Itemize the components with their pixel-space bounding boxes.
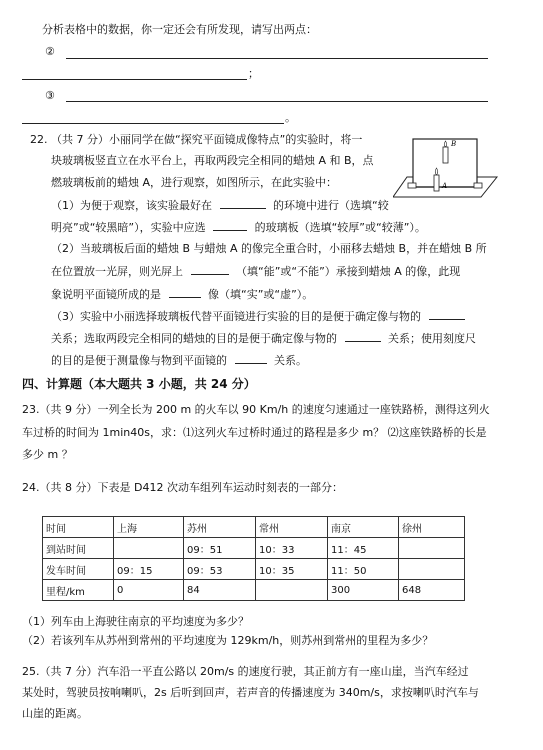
plate-stand-right: [474, 183, 482, 188]
table-cell: 0: [114, 580, 184, 601]
blank-relation-2[interactable]: [345, 330, 381, 342]
timetable: [42, 516, 465, 601]
q24-subquestion-1: （1）列车由上海驶往南京的平均速度为多少？: [22, 615, 249, 628]
blank-environment[interactable]: [220, 197, 266, 209]
label-a: A: [442, 182, 448, 190]
table-cell: 09：53: [184, 559, 256, 580]
q23-line-1: 23.（共 9 分）一列全长为 200 m 的火车以 90 Km/h 的速度匀速通过一座铁路桥，测得这列火: [22, 403, 490, 416]
table-cell: 11：50: [328, 559, 399, 580]
q22-line-1: 22. （共 7 分）小丽同学在做“探究平面镜成像特点”的实验时，将一: [30, 133, 363, 146]
blank-relation-1[interactable]: [429, 308, 465, 320]
q22-line-11b: 关系。: [274, 354, 307, 367]
q22-line-5b: 的玻璃板（选填“较厚”或“较薄”）。: [254, 221, 426, 234]
table-cell: [399, 538, 465, 559]
q25-line-1: 25.（共 7 分）汽车沿一平直公路以 20m/s 的速度行驶，其正前方有一座山崖，当汽车经过: [22, 665, 469, 678]
table-cell: 里程/km: [43, 580, 114, 601]
q22-line-8a: 象说明平面镜所成的是: [51, 288, 161, 301]
q25-line-3: 山崖的距离。: [22, 707, 88, 720]
table-cell: [114, 538, 184, 559]
q22-line-8b: 像（填“实”或“虚”）。: [208, 288, 314, 301]
period: 。: [285, 111, 296, 124]
q22-line-4b: 的环境中进行（选填“较: [273, 199, 389, 212]
table-cell: 300: [328, 580, 399, 601]
table-cell: 上海: [114, 517, 184, 538]
q25-line-2: 某处时，驾驶员按响喇叭，2s 后听到回声，若声音的传播速度为 340m/s，求按喇叭时汽车与: [22, 686, 479, 699]
q24-subquestion-2: （2）若该列车从苏州到常州的平均速度为 129km/h，则苏州到常州的里程为多少？: [22, 634, 434, 647]
table-cell: 发车时间: [43, 559, 114, 580]
table-cell: 10：35: [256, 559, 328, 580]
table-cell: [399, 559, 465, 580]
section-4-title: 四、计算题（本大题共 3 小题，共 24 分）: [22, 377, 256, 391]
answer-line-3b[interactable]: [22, 123, 284, 124]
label-b: B: [451, 140, 457, 148]
answer-line-2b[interactable]: [22, 79, 247, 80]
candle-a: [434, 175, 439, 191]
q22-line-7b: （填“能”或“不能”）承接到蜡烛 A 的像，此现: [236, 265, 461, 278]
blank-relation-3[interactable]: [235, 352, 267, 364]
table-row: [43, 517, 465, 538]
table-row: [43, 559, 465, 580]
q22-line-10b: 关系；使用刻度尺: [388, 332, 476, 345]
table-cell: 南京: [328, 517, 399, 538]
blank-image-type[interactable]: [169, 286, 201, 298]
table-cell: 到站时间: [43, 538, 114, 559]
q23-line-2: 车过桥的时间为 1min40s，求：⑴这列火车过桥时通过的路程是多少 m？ ⑵这座铁路桥的长是: [22, 426, 487, 439]
answer-marker-3: ③: [45, 89, 55, 102]
table-row: [43, 580, 465, 601]
q24-line-1: 24.（共 8 分）下表是 D412 次动车组列车运动时刻表的一部分：: [22, 481, 343, 494]
table-cell: 09：15: [114, 559, 184, 580]
table-cell: 徐州: [399, 517, 465, 538]
q22-line-6: （2）当玻璃板后面的蜡烛 B 与蜡烛 A 的像完全重合时，小丽移去蜡烛 B，并在蜡烛 B 所: [51, 242, 487, 255]
q22-line-10a: 关系；选取两段完全相同的蜡烛的目的是便于确定像与物的: [51, 332, 337, 345]
table-cell: 09：51: [184, 538, 256, 559]
table-cell: 10：33: [256, 538, 328, 559]
table-cell: 常州: [256, 517, 328, 538]
table-cell: 时间: [43, 517, 114, 538]
q22-line-5a: 明亮”或“较黑暗”），实验中应选: [51, 221, 206, 234]
table-cell: 84: [184, 580, 256, 601]
blank-glass-thickness[interactable]: [213, 219, 247, 231]
q22-line-7a: 在位置放一光屏，则光屏上: [51, 265, 183, 278]
q23-line-3: 多少 m ？: [22, 448, 73, 461]
mirror-experiment-figure: [393, 133, 499, 199]
answer-line-2a[interactable]: [66, 58, 488, 59]
semicolon: ；: [248, 67, 259, 80]
candle-b: [443, 147, 448, 163]
intro-prompt: 分析表格中的数据，你一定还会有所发现，请写出两点：: [42, 23, 317, 36]
q22-line-11a: 的目的是便于测量像与物到平面镜的: [51, 354, 227, 367]
blank-screen[interactable]: [191, 263, 229, 275]
plate-stand-left: [408, 183, 416, 188]
table-cell: [256, 580, 328, 601]
answer-line-3a[interactable]: [66, 101, 488, 102]
q22-line-3: 燃玻璃板前的蜡烛 A，进行观察，如图所示，在此实验中：: [51, 176, 338, 189]
table-cell: 648: [399, 580, 465, 601]
table-cell: 苏州: [184, 517, 256, 538]
q22-line-2: 块玻璃板竖直立在水平台上，再取两段完全相同的蜡烛 A 和 B，点: [51, 154, 374, 167]
q22-line-9: （3）实验中小丽选择玻璃板代替平面镜进行实验的目的是便于确定像与物的: [51, 310, 421, 323]
q22-line-4a: （1）为便于观察，该实验最好在: [51, 199, 212, 212]
table-cell: 11：45: [328, 538, 399, 559]
answer-marker-2: ②: [45, 45, 55, 58]
table-row: [43, 538, 465, 559]
flame-a: [435, 168, 438, 175]
